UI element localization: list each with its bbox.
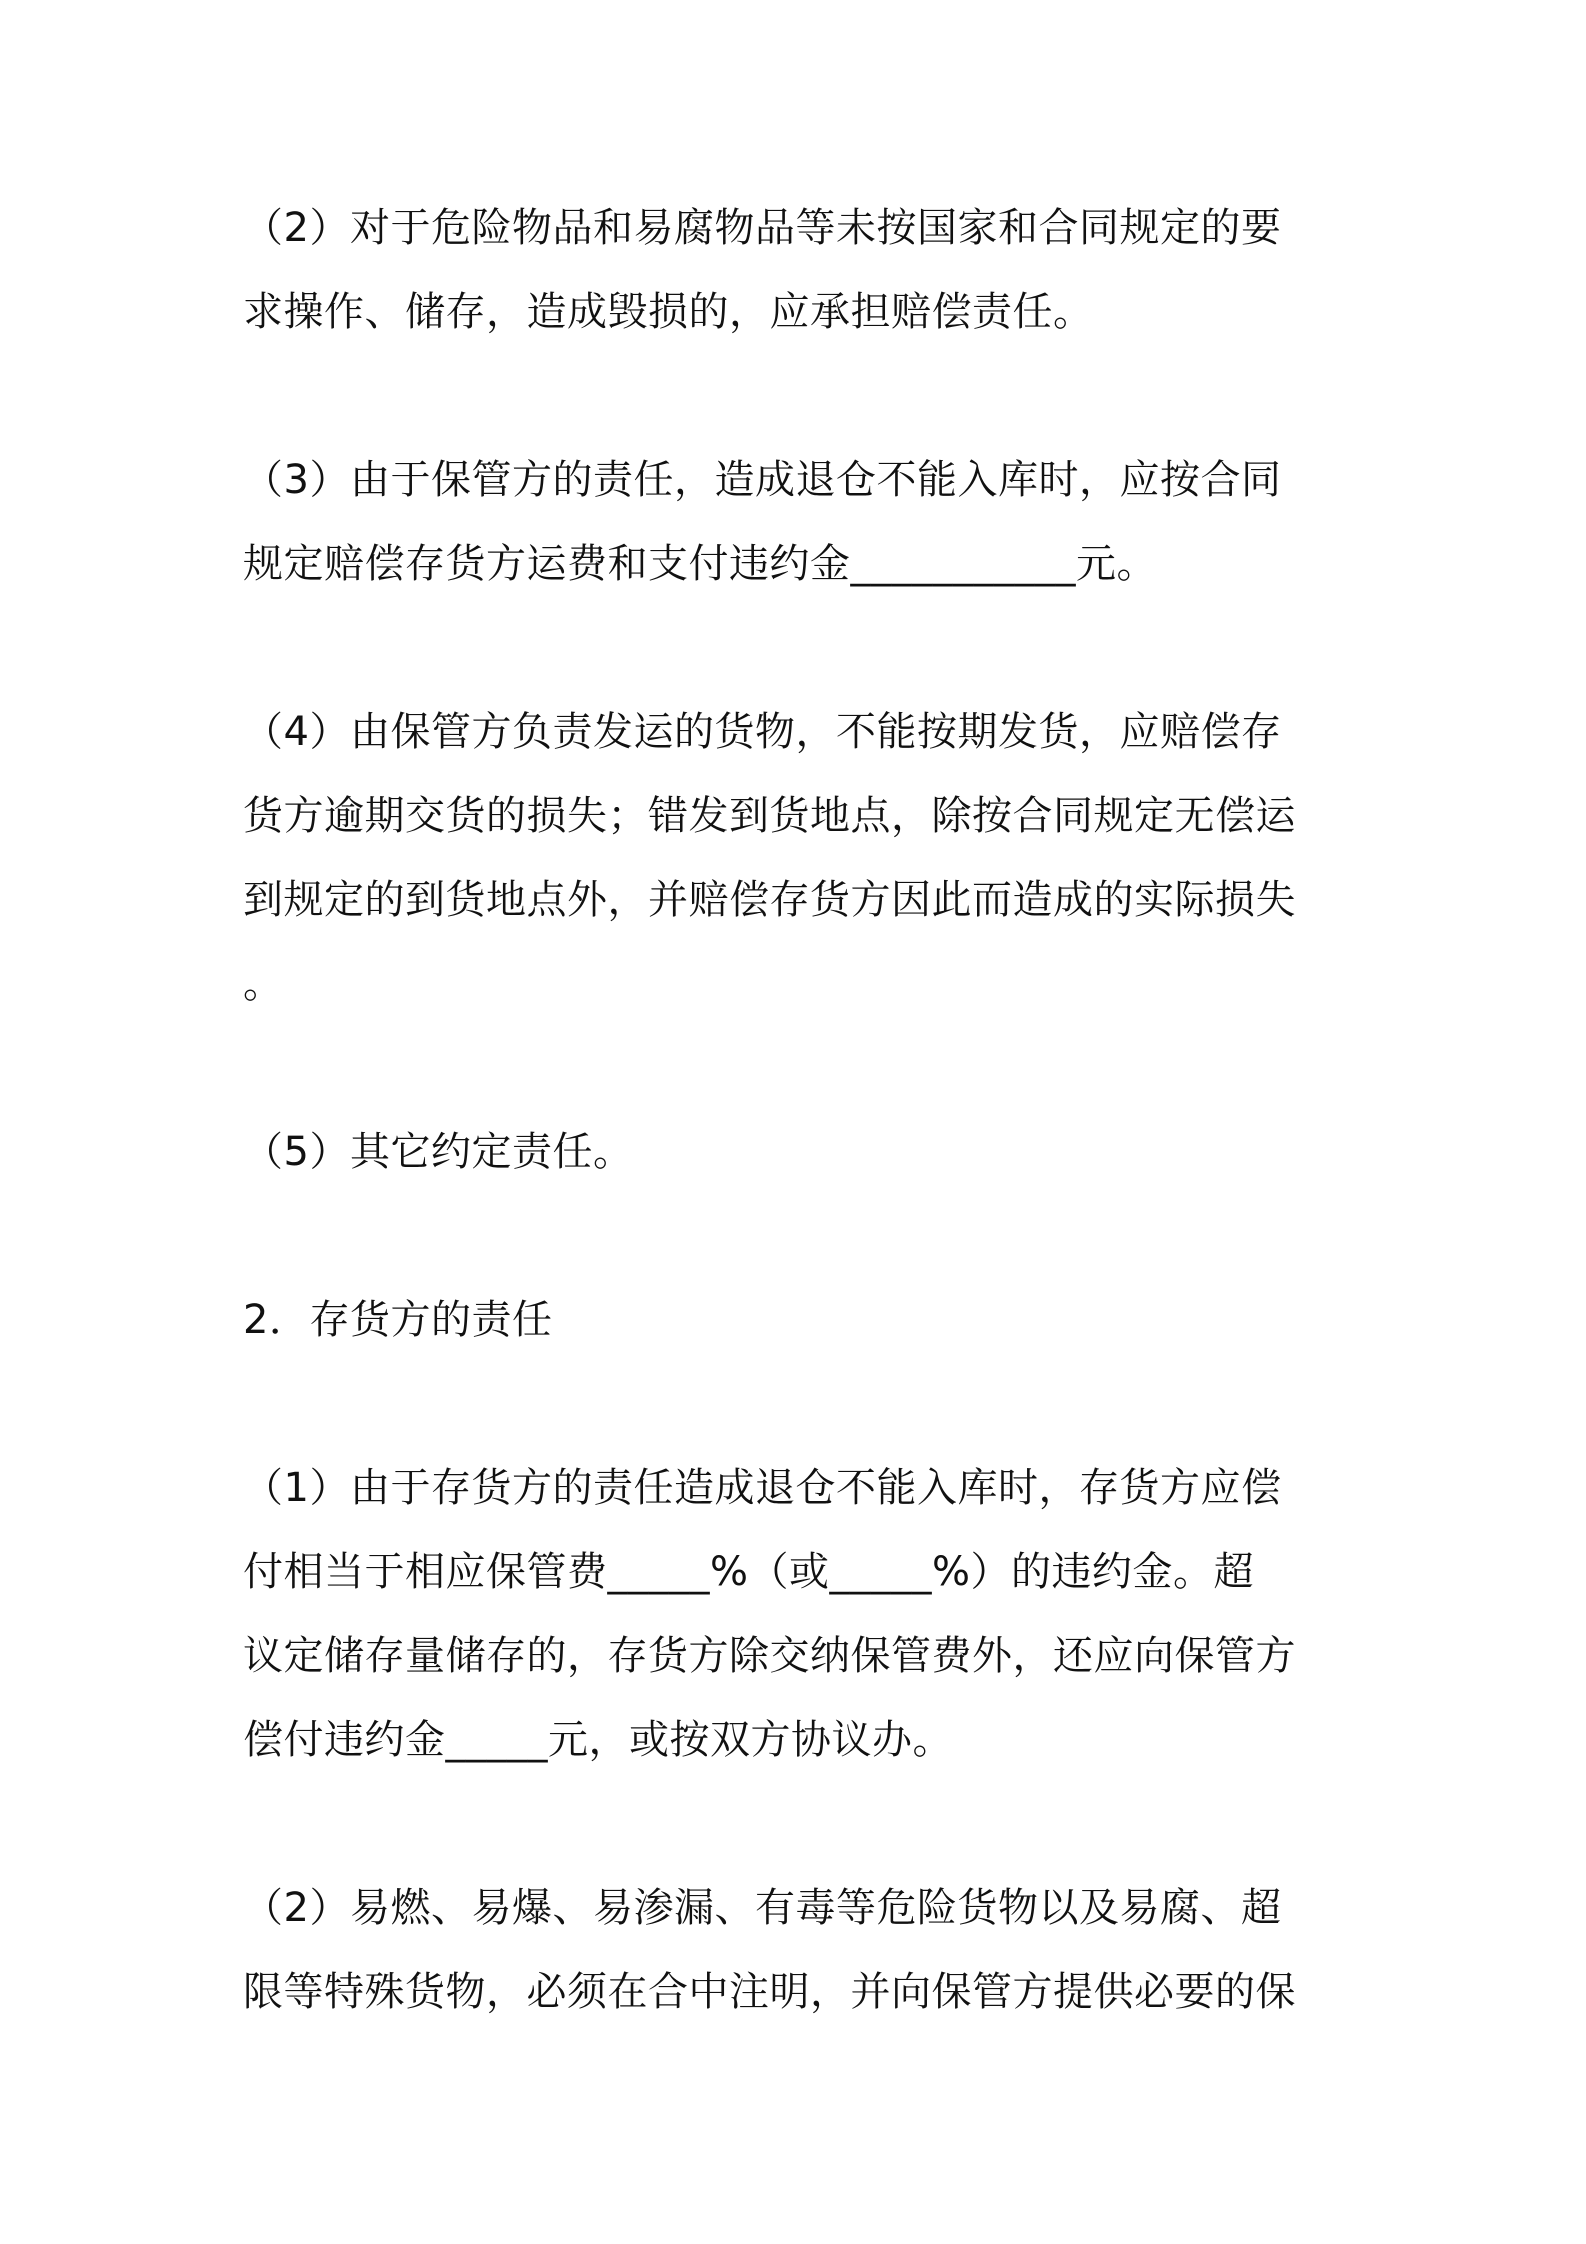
section-heading: 2．存货方的责任 [243, 1297, 553, 1343]
text-line: （2）对于危险物品和易腐物品等未按国家和合同规定的要 [243, 205, 1282, 251]
text-line: 规定赔偿存货方运费和支付违约金___________元。 [243, 541, 1157, 587]
text-line: （1）由于存货方的责任造成退仓不能入库时，存货方应偿 [243, 1465, 1282, 1511]
text-line: （3）由于保管方的责任，造成退仓不能入库时，应按合同 [243, 457, 1282, 503]
text-line: 议定储存量储存的，存货方除交纳保管费外，还应向保管方 [243, 1633, 1296, 1679]
text-line: （2）易燃、易爆、易渗漏、有毒等危险货物以及易腐、超 [243, 1885, 1282, 1931]
text-line: 限等特殊货物，必须在合中注明，并向保管方提供必要的保 [243, 1969, 1296, 2015]
text-line: 货方逾期交货的损失；错发到货地点，除按合同规定无偿运 [243, 793, 1296, 839]
text-line: 偿付违约金_____元，或按双方协议办。 [243, 1717, 953, 1763]
text-line: （5）其它约定责任。 [243, 1129, 634, 1175]
text-line: 求操作、储存，造成毁损的，应承担赔偿责任。 [243, 289, 1094, 335]
text-line: 。 [243, 961, 284, 1007]
text-line: 到规定的到货地点外，并赔偿存货方因此而造成的实际损失 [243, 877, 1296, 923]
text-line: 付相当于相应保管费_____%（或_____%）的违约金。超 [243, 1549, 1255, 1595]
text-line: （4）由保管方负责发运的货物，不能按期发货，应赔偿存 [243, 709, 1282, 755]
